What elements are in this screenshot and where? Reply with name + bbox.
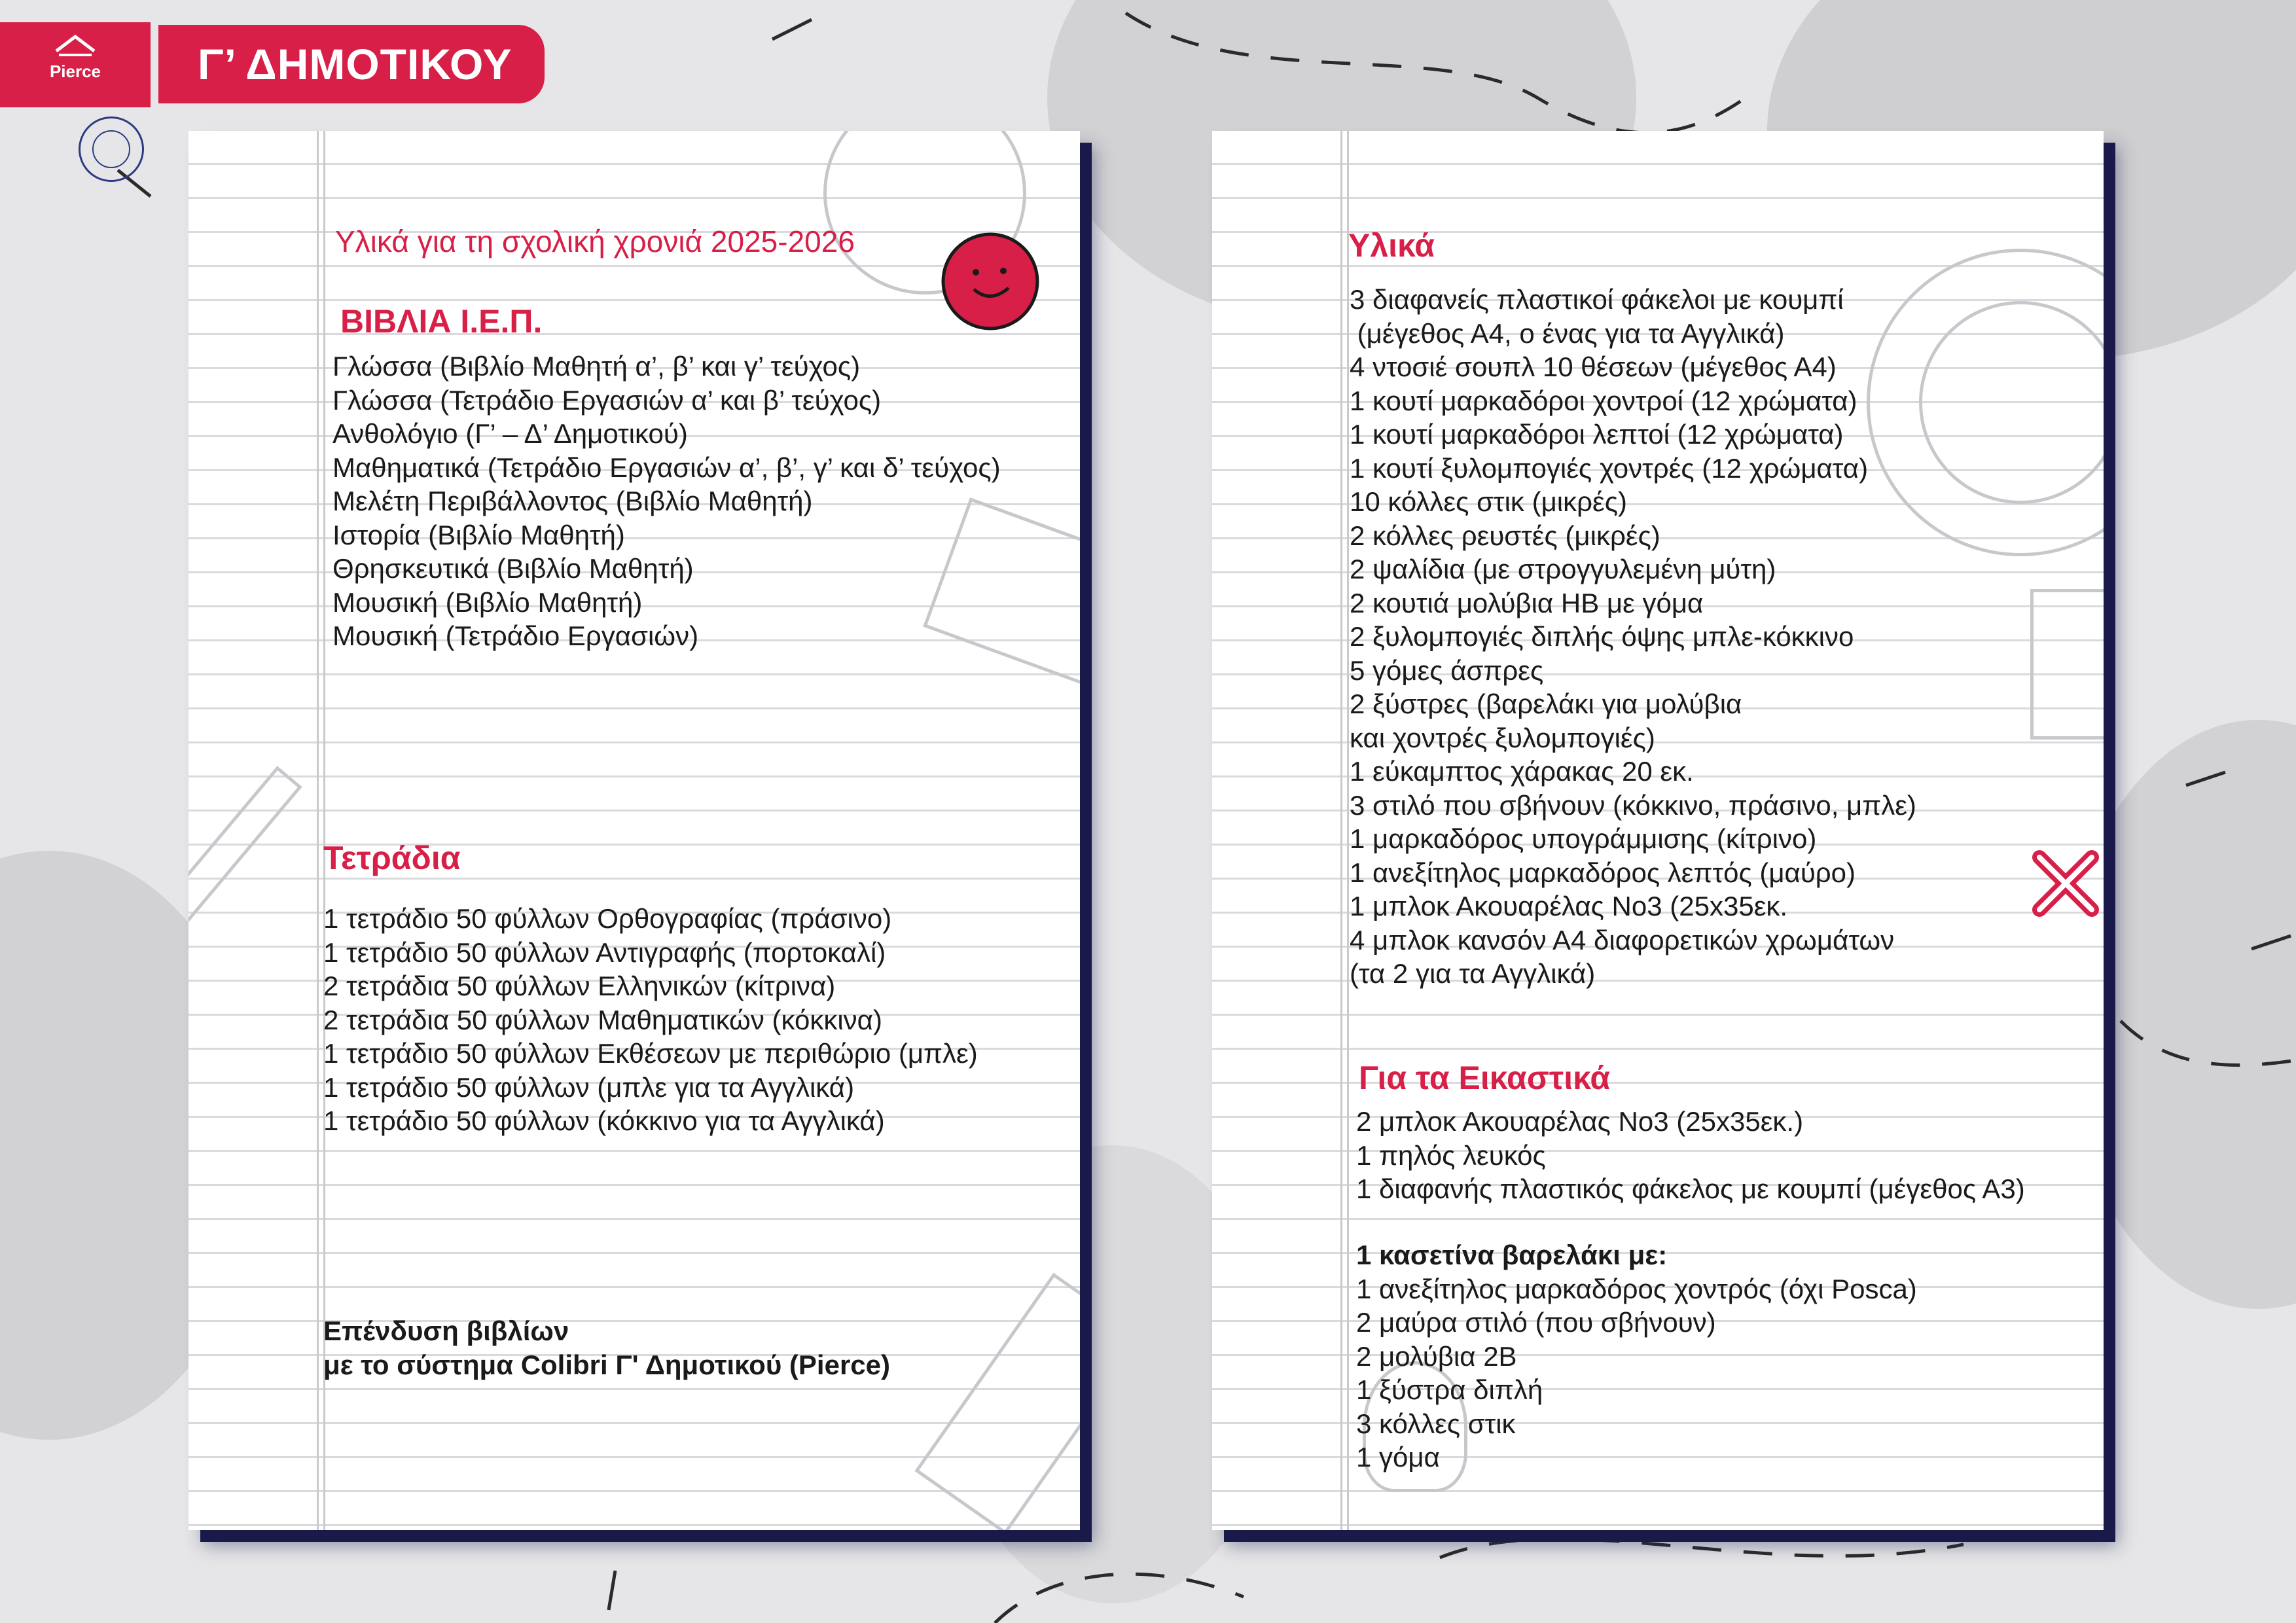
list-item: (τα 2 για τα Αγγλικά): [1350, 958, 1596, 989]
list-item: 1 μαρκαδόρος υπογράμμισης (κίτρινο): [1350, 823, 1817, 854]
list-item: Μαθηματικά (Τετράδιο Εργασιών α’, β’, γ’ και δ’ τεύχος): [332, 452, 1001, 483]
books-list: [332, 349, 1001, 653]
list-item: Ιστορία (Βιβλίο Μαθητή): [332, 519, 625, 550]
book-cover-note: [323, 1314, 890, 1382]
list-item: 5 γόμες άσπρες: [1350, 654, 1544, 686]
list-item: 1 μπλοκ Ακουαρέλας Νο3 (25x35εκ.: [1350, 891, 1788, 921]
list-item: 1 κουτί μαρκαδόροι χοντροί (12 χρώματα): [1350, 385, 1857, 416]
list-item: 1 διαφανής πλαστικός φάκελος με κουμπί (μέγεθος Α3): [1356, 1173, 2025, 1204]
list-item: 2 μαύρα στιλό (που σβήνουν): [1356, 1307, 1716, 1338]
grade-title: Γ’ ΔΗΜΟΤΙΚΟΥ: [198, 40, 512, 88]
list-item: και χοντρές ξυλομπογιές): [1350, 722, 1655, 753]
list-item: 2 τετράδια 50 φύλλων Ελληνικών (κίτρινα): [323, 971, 836, 1001]
art-list: [1356, 1105, 2025, 1206]
list-item: 1 τετράδιο 50 φύλλων (μπλε για τα Αγγλικά): [323, 1071, 855, 1103]
list-item: 1 τετράδιο 50 φύλλων Αντιγραφής (πορτοκαλί): [323, 936, 886, 968]
books-heading: ΒΙΒΛΙΑ Ι.Ε.Π.: [340, 303, 543, 340]
materials-list: [1350, 283, 1916, 991]
school-year-title: Υλικά για τη σχολική χρονιά 2025-2026: [335, 224, 855, 259]
list-item: 3 στιλό που σβήνουν (κόκκινο, πράσινο, μπλε): [1350, 789, 1916, 821]
art-heading: Για τα Εικαστικά: [1359, 1060, 1611, 1096]
list-item: 1 ανεξίτηλος μαρκαδόρος λεπτός (μαύρο): [1350, 857, 1856, 888]
doodle-decoration: [2030, 589, 2104, 740]
list-item: (μέγεθος Α4, ο ένας για τα Αγγλικά): [1350, 317, 1785, 349]
list-item: 4 μπλοκ κανσόν Α4 διαφορετικών χρωμάτων: [1350, 924, 1895, 955]
list-item: 1 κουτί ξυλομπογιές χοντρές (12 χρώματα): [1350, 452, 1869, 484]
list-item: Γλώσσα (Βιβλίο Μαθητή α’, β’ και γ’ τεύχος): [332, 351, 861, 382]
logo-text: Pierce: [49, 62, 101, 81]
book-cover-line-1: Επένδυση βιβλίων: [323, 1315, 569, 1346]
list-item: 1 γόμα: [1356, 1442, 1440, 1472]
list-item: 1 ξύστρα διπλή: [1356, 1374, 1543, 1405]
logo-box: [0, 22, 151, 107]
list-item: 1 ανεξίτηλος μαρκαδόρος χοντρός (όχι Posca): [1356, 1273, 1917, 1304]
list-item: Μουσική (Βιβλίο Μαθητή): [332, 586, 643, 618]
list-item: Μελέτη Περιβάλλοντος (Βιβλίο Μαθητή): [332, 486, 813, 516]
house-logo-icon: [52, 31, 98, 56]
left-sheet: [188, 131, 1080, 1530]
materials-heading: Υλικά: [1348, 227, 1435, 264]
right-sheet: [1212, 131, 2104, 1530]
list-item: Μουσική (Τετράδιο Εργασιών): [332, 620, 699, 651]
list-item: Ανθολόγιο (Γ’ – Δ’ Δημοτικού): [332, 418, 688, 449]
list-item: 1 τετράδιο 50 φύλλων Ορθογραφίας (πράσινο): [323, 903, 892, 934]
list-item: 2 κουτιά μολύβια ΗΒ με γόμα: [1350, 587, 1704, 618]
list-item: 2 μπλοκ Ακουαρέλας Νο3 (25x35εκ.): [1356, 1106, 1804, 1137]
list-item: 10 κόλλες στικ (μικρές): [1350, 486, 1627, 517]
smiley-icon: [938, 229, 1043, 334]
list-item: 2 κόλλες ρευστές (μικρές): [1350, 520, 1660, 551]
doodle-decoration: [914, 1273, 1080, 1530]
list-item: 1 τετράδιο 50 φύλλων Εκθέσεων με περιθώριο (μπλε): [323, 1038, 978, 1069]
pencil-case-heading: 1 κασετίνα βαρελάκι με:: [1356, 1240, 1668, 1270]
pencil-case-list: [1356, 1238, 1917, 1474]
list-item: 4 ντοσιέ σουπλ 10 θέσεων (μέγεθος Α4): [1350, 351, 1837, 382]
grade-title-tab: [158, 25, 545, 103]
list-item: 1 εύκαμπτος χάρακας 20 εκ.: [1350, 756, 1694, 787]
doodle-decoration: [188, 766, 302, 942]
x-mark-icon: [2026, 844, 2104, 923]
list-item: 2 ξύστρες (βαρελάκι για μολύβια: [1350, 688, 1742, 719]
list-item: 2 ψαλίδια (με στρογγυλεμένη μύτη): [1350, 554, 1776, 584]
book-cover-line-2: με το σύστημα Colibri Γ' Δημοτικού (Pierce): [323, 1349, 891, 1380]
list-item: 1 κουτί μαρκαδόροι λεπτοί (12 χρώματα): [1350, 419, 1844, 450]
list-item: 2 μολύβια 2Β: [1356, 1340, 1517, 1372]
list-item: 3 κόλλες στικ: [1356, 1408, 1516, 1439]
list-item: Θρησκευτικά (Βιβλίο Μαθητή): [332, 553, 694, 584]
school-seal-icon: [79, 116, 144, 182]
list-item: 1 πηλός λευκός: [1356, 1139, 1546, 1171]
list-item: Γλώσσα (Τετράδιο Εργασιών α’ και β’ τεύχος): [332, 384, 882, 416]
notebooks-heading: Τετράδια: [323, 840, 461, 876]
list-item: 2 ξυλομπογιές διπλής όψης μπλε-κόκκινο: [1350, 621, 1854, 652]
list-item: 1 τετράδιο 50 φύλλων (κόκκινο για τα Αγγλικά): [323, 1105, 885, 1136]
notebooks-list: [323, 902, 978, 1138]
list-item: 2 τετράδια 50 φύλλων Μαθηματικών (κόκκινα): [323, 1004, 882, 1035]
list-item: 3 διαφανείς πλαστικοί φάκελοι με κουμπί: [1350, 284, 1844, 315]
